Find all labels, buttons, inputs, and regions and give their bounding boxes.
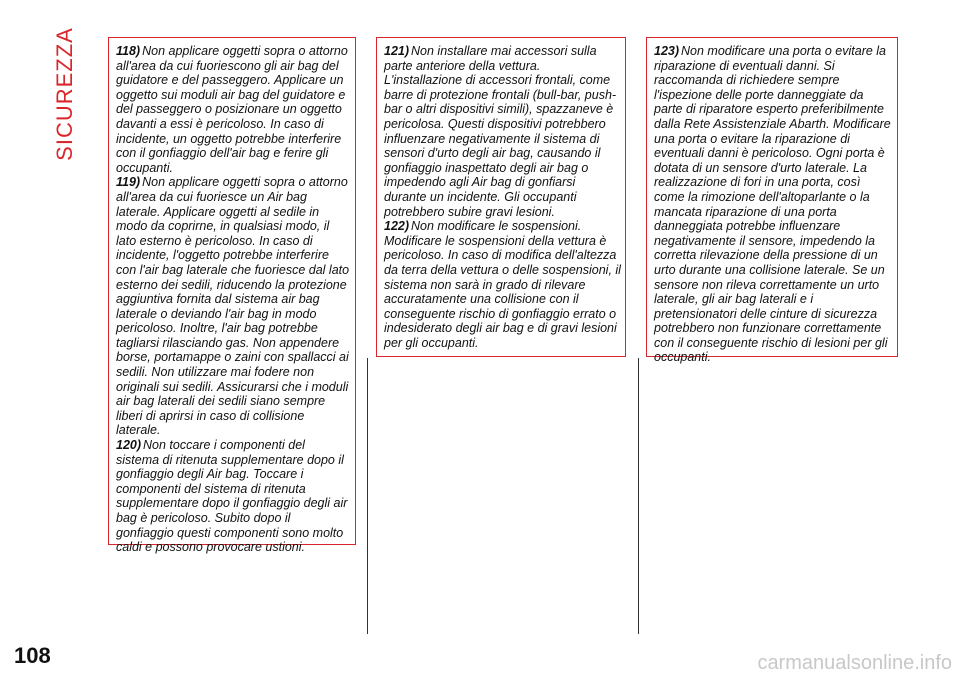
warning-item xyxy=(116,44,351,175)
warning-item xyxy=(116,175,351,438)
warning-box-3 xyxy=(646,37,898,365)
warning-box-1 xyxy=(108,37,356,555)
warning-item xyxy=(384,219,621,350)
warning-box-2 xyxy=(376,37,626,357)
warning-item xyxy=(116,438,351,555)
warning-number: 120) xyxy=(116,438,142,453)
warning-text: Non modificare una porta o evitare la riparazione di eventuali danni. Si raccomanda di richiedere sempre l'ispezione delle porte danneggiate da parte di riparatore esperto preferibilmente dalla Rete Assistenziale Abarth. Modificare una porta o evitare la riparazione di eventuali danni è pericoloso. Ogni porta è dotata di un sensore d'urto laterale. La realizzazione di fori in una porta, così come la rimozione dell'altoparlante o la mancata riparazione di una porta danneggiata potrebbe influenzare negativamente il sensore, impedendo la corretta rilevazione della pressione di un urto durante una collisione laterale. Se un sensore non rileva correttamente un urto laterale, gli air bag laterali e i pretensionatori delle cinture di sicurezza potrebbero non funzionare correttamente con il conseguente rischio di lesioni per gli occupanti. xyxy=(654,44,891,365)
section-title xyxy=(50,27,80,161)
page-number: 108 xyxy=(14,643,51,668)
warning-number: 122) xyxy=(384,219,410,234)
warning-number: 123) xyxy=(654,44,680,58)
warning-number: 118) xyxy=(116,44,141,58)
warning-text: Non applicare oggetti sopra o attorno all'area da cui fuoriesce un Air bag laterale. Applicare oggetti al sedile in modo da coprirne, in qualsiasi modo, il lato esterno è pericoloso. In caso di incidente, l'oggetto potrebbe interferire con l'air bag laterale che fuoriesce dal lato esterno dei sedili, riducendo la protezione aggiuntiva fornita dal sistema air bag laterale o deviando l'air bag in modo pericoloso. Inoltre, l'air bag potrebbe tagliarsi rilasciando gas. Non appendere borse, portamappe o zaini con spallacci ai sedili. Non utilizzare mai fodere non originali sui sedili. Assicurarsi che i moduli air bag laterali dei sedili siano sempre liberi di aprirsi in caso di collisione laterale. xyxy=(116,175,350,438)
column-divider xyxy=(367,358,368,634)
column-divider xyxy=(638,358,639,634)
warning-item xyxy=(384,44,621,219)
warning-text: Non applicare oggetti sopra o attorno all'area da cui fuoriescono gli air bag del guidatore e del passeggero. Applicare un oggetto sui moduli air bag del guidatore e del passeggero o posizionare un oggetto davanti a essi è pericoloso. In caso di incidente, un oggetto potrebbe interferire con il gonfiaggio dell'air bag e ferire gli occupanti. xyxy=(116,44,348,175)
warning-text: Non toccare i componenti del sistema di ritenuta supplementare dopo il gonfiaggio degli Air bag. Toccare i componenti del sistema di ritenuta supplementare dopo il gonfiaggio degli air bag è pericoloso. Subito dopo il gonfiaggio questi componenti sono molto caldi e possono provocare ustioni. xyxy=(116,438,348,555)
warning-number: 121) xyxy=(384,44,410,58)
watermark: carmanualsonline.info xyxy=(757,652,952,674)
warning-item xyxy=(654,44,893,365)
section-title-text: SICUREZZA xyxy=(52,27,77,161)
warning-text: Non installare mai accessori sulla parte anteriore della vettura. L'installazione di accessori frontali, come barre di protezione frontali (bull-bar, push-bar o altri dispositivi simili), spazzaneve è pericolosa. Questi dispositivi potrebbero influenzare negativamente il sistema di sensori d'urto degli air bag, causando il gonfiaggio inaspettato degli air bag o impedendo agli Air bag di gonfiarsi durante un incidente. Gli occupanti potrebbero subire gravi lesioni. xyxy=(384,44,617,219)
warning-text: Non modificare le sospensioni. Modificare le sospensioni della vettura è pericoloso. In caso di modifica dell'altezza da terra della vettura o delle sospensioni, il sistema non sarà in grado di rilevare accuratamente una collisione con il conseguente rischio di gonfiaggio errato o indesiderato degli air bag e di gravi lesioni per gli occupanti. xyxy=(384,219,621,350)
warning-number: 119) xyxy=(116,175,141,190)
